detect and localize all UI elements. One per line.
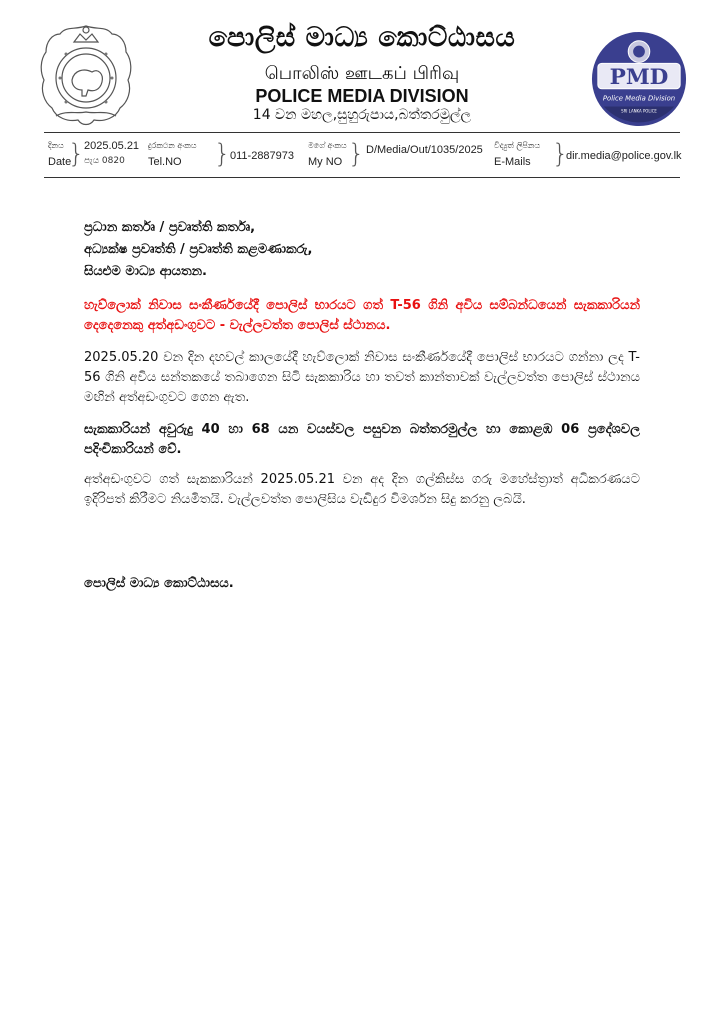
signature: පොලිස් මාධ්‍ය කොට්ඨාසය. [84,576,234,591]
info-strip-bottom-rule [44,177,680,178]
press-release-headline: හැව්ලොක් නිවාස සංකීර්ණයේදී පොලිස් භාරයට ගත් T-56 ගිනි අවිය සම්බන්ධයෙන් සැකකාරියන් දෙදෙනෙකු අත්අඩංගුවට - වැල්ලවත්ත පොලිස් ස්ථානය. [84,298,640,333]
info-strip [44,137,684,175]
date-value: 2025.05.21 [84,140,140,152]
date-brace: } [68,139,85,169]
header-address: 14 වන මහල,සුහුරුපාය,බත්තරමුල්ල [252,107,472,123]
pmd-logo-subtext: Police Media Division [602,94,676,103]
paragraph-1: 2025.05.20 වන දින දහවල් කාලයේදී හැව්ලොක් නිවාස සංකීර්ණයේදී පොලිස් භාරයට ගන්නා ලද T-56 ගිනි අවිය සන්තකයේ තබාගෙන සිටි සැකකාරිය හා තවත් කාන්තාවක් වැල්ලවත්ත පොලිස් ස්ථානය මඟින් අත්අඩංගුවට ගෙන ඇත. [84,350,640,405]
tel-brace: } [214,139,231,169]
recipient-line-3: සියළුම මාධ්‍ය ආයතන. [84,264,207,279]
myno-brace: } [348,139,365,169]
pmd-logo [590,30,688,128]
date-label-en: Date [48,156,72,168]
email-label-en: E-Mails [494,156,531,168]
paragraph-3: අත්අඩංගුවට ගත් සැකකාරියන් 2025.05.21 වන අද දින ගල්කිස්ස ගරු මහේස්ත්‍රාත් අධිකරණයට ඉදිරිපත් කිරීමට නියමිතයි. වැල්ලවත්ත පොලිසිය වැඩිදුර විමර්ශන සිදු කරනු ලබයි. [84,472,640,507]
tel-label-si: දුරකථන අංකය [148,141,197,150]
tel-value: 011-2887973 [230,150,295,162]
email-value[interactable]: dir.media@police.gov.lk [566,150,682,162]
time-value: පැය 0820 [84,156,125,166]
email-brace: } [552,139,569,169]
myno-label-en: My NO [308,156,343,168]
email-label-si: විද්‍යුත් ලිපිනය [494,141,541,150]
recipient-line-1: ප්‍රධාන කර්තෘ / ප්‍රවෘත්ති කර්තෘ, [84,220,256,235]
header-title-sinhala: පොලිස් මාධ්‍ය කොට්ඨාසය [208,22,516,53]
pmd-logo-country: SRI LANKA POLICE [621,108,657,114]
pmd-logo-text: PMD [609,64,669,90]
tel-label-en: Tel.NO [148,156,182,168]
info-strip-top-rule [44,132,680,133]
header-title-tamil: பொலிஸ் ஊடகப் பிரிவு [264,63,460,84]
recipient-line-2: අධ්‍යක්ෂ ප්‍රවෘත්ති / ප්‍රවෘත්ති කළමණාකරු, [84,242,313,257]
date-label-si: දිනය [48,141,64,150]
myno-value: D/Media/Out/1035/2025 [366,144,483,156]
header-title-english: POLICE MEDIA DIVISION [255,86,469,106]
paragraph-2: සැකකාරියන් අවුරුදු 40 හා 68 යන වයස්වල පසුවන බත්තරමුල්ල හා කොළඹ 06 ප්‍රදේශවල පදිංචිකාරියන් වේ. [84,422,640,457]
myno-label-si: මගේ අංකය [308,141,347,150]
